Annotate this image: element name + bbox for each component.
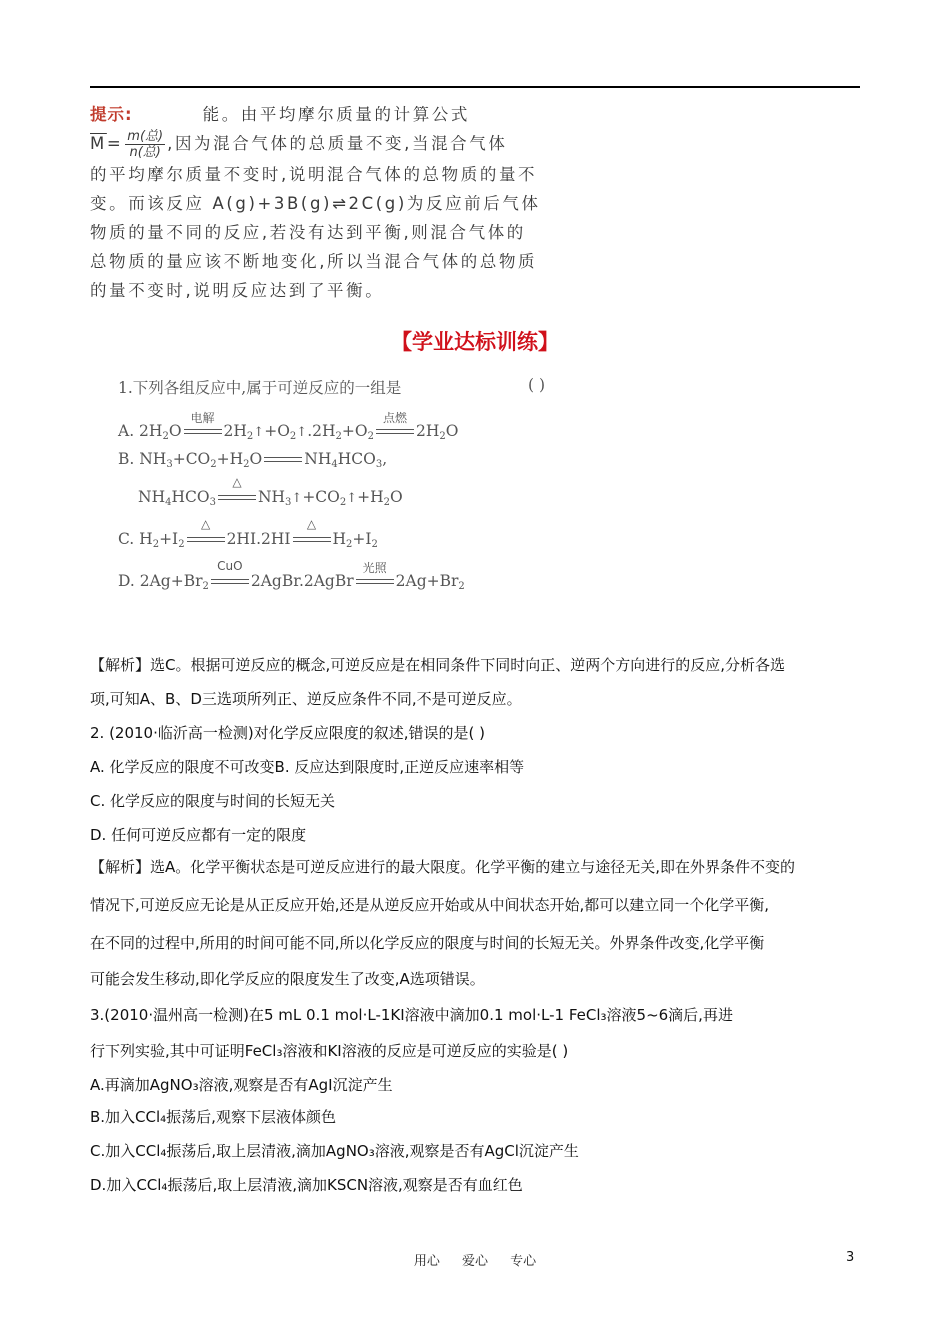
question-3-stem-line-1: 3.(2010·温州高一检测)在5 mL 0.1 mol·L-1KI溶液中滴加0.1 mol·L-1 FeCl₃溶液5~6滴后,再进 xyxy=(90,1006,733,1024)
analysis-2-line-2: 情况下,可逆反应无论是从正反应开始,还是从逆反应开始或从中间状态开始,都可以建立同一个化学平衡, xyxy=(90,896,770,914)
hint-line-5: 物质的量不同的反应,若没有达到平衡,则混合气体的 xyxy=(90,223,526,242)
hint-label: 提示: xyxy=(90,105,133,124)
arrow-light: 光照 xyxy=(356,577,394,587)
arrow-ignition: 点燃 xyxy=(376,427,414,437)
q1-answer-paren: ( ) xyxy=(528,376,546,394)
arrow-plain xyxy=(264,455,302,465)
analysis-1-line-2: 项,可知A、B、D三选项所列正、逆反应条件不同,不是可逆反应。 xyxy=(90,690,522,708)
header-rule xyxy=(90,86,860,88)
arrow-heat: △ xyxy=(218,493,256,503)
hint-line-6: 总物质的量应该不断地变化,所以当混合气体的总物质 xyxy=(90,252,538,271)
arrow-heat-3: △ xyxy=(293,535,331,545)
q1-option-d: D. $2Ag+Br_2$ CuO 2AgBr.2AgBr 光照 $2Ag+Br_2$ xyxy=(118,559,465,592)
mean-molar-mass-symbol: $\overline{M}$ xyxy=(90,134,107,153)
q1-option-b-line2: $NH_4HCO_3$ △ $NH_3↑+CO_2↑+H_2O$ xyxy=(138,475,403,508)
page-number: 3 xyxy=(846,1250,855,1265)
question-2-option-d: D. 任何可逆反应都有一定的限度 xyxy=(90,826,307,844)
question-3-option-d: D.加入CCl₄振荡后,取上层清液,滴加KSCN溶液,观察是否有血红色 xyxy=(90,1176,523,1194)
analysis-2-line-3: 在不同的过程中,所用的时间可能不同,所以化学反应的限度与时间的长短无关。外界条件改变,化学平衡 xyxy=(90,934,765,952)
arrow-heat-2: △ xyxy=(187,535,225,545)
q1-option-b-line1: B. $NH_3+CO_2+H_2O$ $NH_4HCO_3$, xyxy=(118,450,388,470)
analysis-2-line-1: 【解析】选A。化学平衡状态是可逆反应进行的最大限度。化学平衡的建立与途径无关,即在外界条件不变的 xyxy=(90,858,796,876)
hint-line-2: $\overline{M}=$ $\frac{\text{m(总)}}{\text{n(总)}}$ ,因为混合气体的总质量不变,当混合气体 xyxy=(90,129,508,160)
question-3-option-c: C.加入CCl₄振荡后,取上层清液,滴加AgNO₃溶液,观察是否有AgCl沉淀产生 xyxy=(90,1142,579,1160)
hint-line-3: 的平均摩尔质量不变时,说明混合气体的总物质的量不 xyxy=(90,165,538,184)
hint-line-4: 变。而该反应 A(g)+3B(g)⇌2C(g)为反应前后气体 xyxy=(90,194,541,213)
question-2-stem: 2. (2010·临沂高一检测)对化学反应限度的叙述,错误的是( ) xyxy=(90,724,485,742)
footer-motto: 用心 爱心 专心 xyxy=(413,1254,537,1269)
q1-option-a: A. $2H_2O$ 电解 $2H_2↑+O_2↑.2H_2+O_2$ 点燃 $2H_2O$ xyxy=(118,411,459,442)
question-3-option-a: A.再滴加AgNO₃溶液,观察是否有AgI沉淀产生 xyxy=(90,1076,393,1094)
question-2-option-c: C. 化学反应的限度与时间的长短无关 xyxy=(90,792,336,810)
q1-option-c: C. $H_2+I_2$ △ 2HI.2HI △ $H_2+I_2$ xyxy=(118,517,378,550)
analysis-1-line-1: 【解析】选C。根据可逆反应的概念,可逆反应是在相同条件下同时向正、逆两个方向进行的反应,分析各选 xyxy=(90,656,786,674)
analysis-2-line-4: 可能会发生移动,即化学反应的限度发生了改变,A选项错误。 xyxy=(90,970,485,988)
question-3-stem-line-2: 行下列实验,其中可证明FeCl₃溶液和KI溶液的反应是可逆反应的实验是( ) xyxy=(90,1042,569,1060)
hint-line-1: 提示: 能。由平均摩尔质量的计算公式 xyxy=(90,105,471,124)
question-3-option-b: B.加入CCl₄振荡后,观察下层液体颜色 xyxy=(90,1108,336,1126)
arrow-cuo: CuO xyxy=(211,577,249,587)
question-2-option-ab: A. 化学反应的限度不可改变B. 反应达到限度时,正逆反应速率相等 xyxy=(90,758,525,776)
section-title: 【学业达标训练】 xyxy=(391,330,559,354)
q1-stem: 1.下列各组反应中,属于可逆反应的一组是 xyxy=(118,379,402,397)
hint-line-7: 的量不变时,说明反应达到了平衡。 xyxy=(90,281,385,300)
arrow-electrolysis: 电解 xyxy=(184,427,222,437)
molar-mass-fraction: $\frac{\text{m(总)}}{\text{n(总)}}$ xyxy=(127,129,164,160)
hint-block xyxy=(90,100,550,305)
